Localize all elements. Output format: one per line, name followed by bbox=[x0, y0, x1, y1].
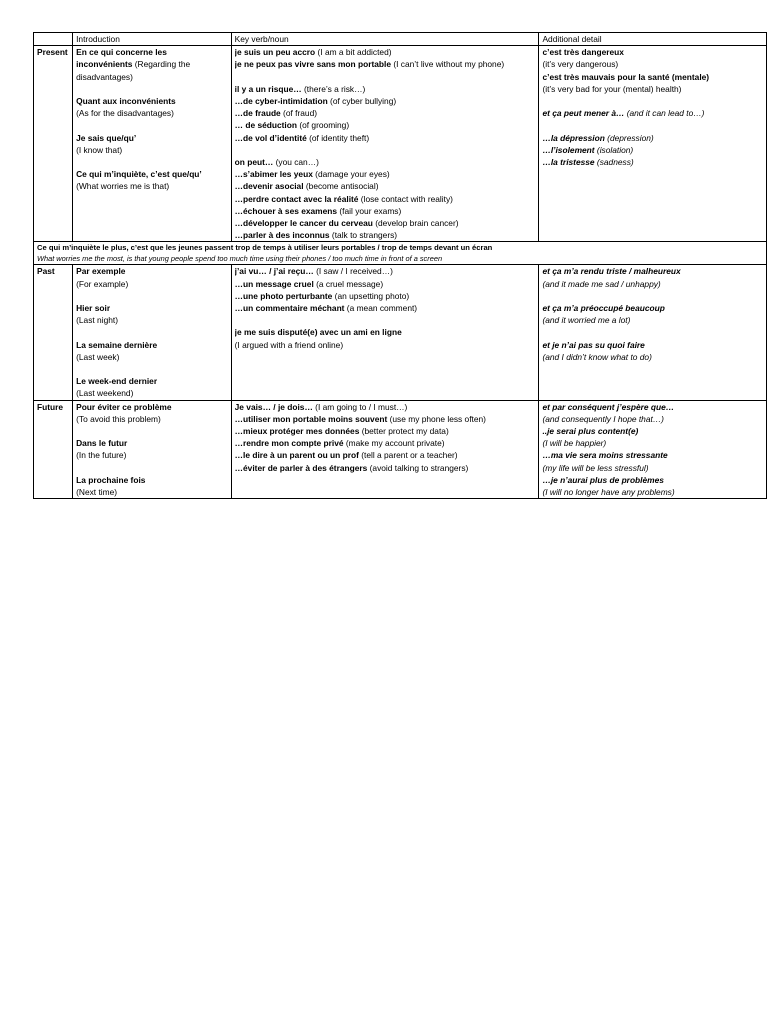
blank-line bbox=[542, 119, 763, 131]
text-line bbox=[235, 339, 536, 351]
text-line bbox=[235, 58, 536, 70]
text-line bbox=[235, 290, 536, 302]
vocab-table bbox=[33, 32, 767, 499]
text-line bbox=[542, 401, 763, 413]
text-segment: (and it can lead to…) bbox=[624, 108, 705, 119]
text-segment: (develop brain cancer) bbox=[372, 218, 459, 229]
text-segment: La prochaine fois bbox=[76, 474, 146, 485]
text-segment: …de fraude bbox=[234, 108, 281, 119]
blank-line bbox=[76, 156, 228, 168]
past-row bbox=[34, 265, 767, 400]
present-label: Present bbox=[37, 47, 68, 58]
text-segment: …une photo perturbante bbox=[234, 290, 333, 301]
text-line bbox=[542, 156, 763, 168]
text-segment: Hier soir bbox=[76, 303, 111, 314]
text-segment: Ce qui m’inquiète, c’est que/qu’ bbox=[76, 169, 202, 180]
text-line bbox=[76, 302, 228, 314]
text-line bbox=[235, 265, 536, 277]
text-segment: (of grooming) bbox=[297, 120, 350, 131]
blank-line bbox=[542, 326, 763, 338]
future-introduction bbox=[73, 400, 232, 499]
blank-line bbox=[76, 326, 228, 338]
text-segment: ..je serai plus content(e) bbox=[542, 426, 639, 437]
text-line bbox=[76, 180, 228, 192]
text-line bbox=[542, 339, 763, 351]
future-additional-detail bbox=[539, 400, 767, 499]
text-segment: (tell a parent or a teacher) bbox=[358, 450, 458, 461]
text-segment: inconvénients bbox=[76, 59, 133, 70]
text-line bbox=[235, 205, 536, 217]
text-segment: …devenir asocial bbox=[234, 181, 304, 192]
text-segment: …de cyber-intimidation bbox=[234, 96, 328, 106]
text-segment: et ça peut mener à… bbox=[542, 108, 625, 119]
text-line bbox=[76, 413, 228, 425]
text-line bbox=[235, 107, 536, 119]
text-segment: et ça m’a rendu triste / malheureux bbox=[542, 266, 681, 277]
text-line bbox=[76, 375, 228, 387]
text-segment: et par conséquent j’espère que… bbox=[542, 401, 675, 412]
text-line bbox=[235, 278, 536, 290]
text-segment: (it’s very dangerous) bbox=[542, 59, 619, 70]
text-segment: (Last week) bbox=[76, 351, 120, 362]
text-segment: En ce qui concerne les bbox=[76, 47, 167, 58]
text-segment: (of cyber bullying) bbox=[327, 96, 397, 106]
blank-line bbox=[76, 462, 228, 474]
text-line bbox=[542, 46, 763, 58]
text-line bbox=[235, 193, 536, 205]
text-line bbox=[76, 449, 228, 461]
text-segment: …je n’aurai plus de problèmes bbox=[542, 474, 664, 485]
text-line bbox=[542, 302, 763, 314]
text-line bbox=[76, 58, 228, 70]
text-line bbox=[542, 58, 763, 70]
text-segment: (and it made me sad / unhappy) bbox=[542, 278, 661, 289]
text-line bbox=[542, 462, 763, 474]
text-line bbox=[542, 132, 763, 144]
blank-line bbox=[235, 71, 536, 83]
text-segment: …l’isolement bbox=[542, 144, 595, 155]
text-line bbox=[235, 437, 536, 449]
text-segment: (I will be happier) bbox=[542, 438, 607, 449]
text-segment: et ça m’a préoccupé beaucoup bbox=[542, 303, 665, 314]
text-line bbox=[76, 107, 228, 119]
text-segment: (For example) bbox=[76, 278, 129, 289]
present-introduction bbox=[73, 46, 232, 242]
blank-line bbox=[76, 363, 228, 375]
text-line bbox=[76, 351, 228, 363]
text-line bbox=[235, 302, 536, 314]
text-segment: (Next time) bbox=[76, 487, 118, 497]
text-segment: …éviter de parler à des étrangers bbox=[234, 462, 368, 473]
header-key-verb-noun: Key verb/noun bbox=[231, 33, 539, 46]
text-line bbox=[542, 83, 763, 95]
text-segment: … de séduction bbox=[234, 120, 297, 131]
text-segment: …parler à des inconnus bbox=[234, 230, 330, 241]
present-row bbox=[34, 46, 767, 242]
text-segment: (I argued with a friend online) bbox=[234, 339, 344, 350]
text-segment: (and consequently I hope that…) bbox=[542, 413, 664, 424]
blank-line bbox=[542, 95, 763, 107]
text-segment: disadvantages) bbox=[76, 71, 133, 82]
text-segment: …la dépression bbox=[542, 132, 605, 143]
text-line bbox=[76, 46, 228, 58]
text-segment: La semaine dernière bbox=[76, 339, 158, 350]
text-segment: …la tristesse bbox=[542, 157, 595, 167]
text-segment: (I am going to / I must…) bbox=[312, 401, 408, 412]
text-segment: (you can…) bbox=[273, 157, 319, 167]
text-segment: (sadness) bbox=[594, 157, 634, 167]
text-segment: …un message cruel bbox=[234, 278, 314, 289]
text-segment: …s’abimer les yeux bbox=[234, 169, 313, 180]
text-line bbox=[235, 119, 536, 131]
banner-cell bbox=[34, 242, 767, 265]
text-segment: je suis un peu accro bbox=[234, 47, 316, 58]
text-segment: (an upsetting photo) bbox=[332, 290, 410, 301]
text-segment: …rendre mon compte privé bbox=[234, 438, 344, 449]
text-segment: …échouer à ses examens bbox=[234, 205, 338, 216]
text-segment: (avoid talking to strangers) bbox=[367, 462, 469, 473]
text-line bbox=[235, 217, 536, 229]
blank-line bbox=[76, 119, 228, 131]
text-segment: Quant aux inconvénients bbox=[76, 96, 176, 106]
text-line bbox=[235, 156, 536, 168]
text-segment: …ma vie sera moins stressante bbox=[542, 450, 668, 461]
text-line bbox=[542, 107, 763, 119]
text-line bbox=[542, 265, 763, 277]
text-segment: Je sais que/qu’ bbox=[76, 132, 137, 143]
text-segment: c’est très dangereux bbox=[542, 47, 624, 58]
blank-line bbox=[235, 314, 536, 326]
text-segment: …le dire à un parent ou un prof bbox=[234, 450, 359, 461]
text-segment: je me suis disputé(e) avec un ami en ligne bbox=[234, 327, 402, 338]
text-line bbox=[235, 413, 536, 425]
text-line bbox=[235, 326, 536, 338]
text-line bbox=[542, 449, 763, 461]
text-line bbox=[76, 339, 228, 351]
text-line bbox=[235, 168, 536, 180]
text-segment: (use my phone less often) bbox=[387, 413, 486, 424]
text-line bbox=[542, 474, 763, 486]
text-line bbox=[76, 168, 228, 180]
text-line bbox=[235, 449, 536, 461]
text-line bbox=[76, 437, 228, 449]
text-segment: Je vais… / je dois… bbox=[234, 401, 313, 412]
future-label: Future bbox=[37, 401, 64, 412]
text-segment: (I know that) bbox=[76, 144, 123, 155]
past-key-phrases bbox=[231, 265, 539, 400]
row-label-present bbox=[34, 46, 73, 242]
text-segment: (a cruel message) bbox=[313, 278, 384, 289]
text-segment: (there’s a risk…) bbox=[301, 83, 366, 94]
text-line bbox=[235, 83, 536, 95]
text-segment: (a mean comment) bbox=[344, 303, 418, 314]
text-segment: (my life will be less stressful) bbox=[542, 462, 649, 473]
blank-line bbox=[76, 290, 228, 302]
text-line bbox=[76, 474, 228, 486]
text-segment: Le week-end dernier bbox=[76, 376, 158, 387]
row-label-future bbox=[34, 400, 73, 499]
text-line bbox=[235, 180, 536, 192]
text-segment: …utiliser mon portable moins souvent bbox=[234, 413, 388, 424]
text-line bbox=[76, 486, 228, 498]
text-line bbox=[76, 314, 228, 326]
header-introduction: Introduction bbox=[73, 33, 232, 46]
blank-line bbox=[76, 83, 228, 95]
banner-row bbox=[34, 242, 767, 265]
text-line bbox=[542, 278, 763, 290]
text-segment: Dans le futur bbox=[76, 438, 128, 449]
text-line bbox=[76, 387, 228, 399]
text-segment: (I saw / I received…) bbox=[313, 266, 393, 277]
text-line bbox=[235, 95, 536, 107]
text-line bbox=[542, 425, 763, 437]
text-line bbox=[542, 71, 763, 83]
text-line bbox=[235, 425, 536, 437]
text-segment: j’ai vu… / j’ai reçu… bbox=[234, 266, 314, 277]
text-segment: (talk to strangers) bbox=[329, 230, 398, 241]
text-line bbox=[542, 437, 763, 449]
text-segment: (To avoid this problem) bbox=[76, 413, 161, 424]
text-line bbox=[542, 486, 763, 498]
text-segment: (I can’t live without my phone) bbox=[391, 59, 505, 70]
text-line bbox=[542, 413, 763, 425]
header-additional-detail: Additional detail bbox=[539, 33, 767, 46]
text-segment: …perdre contact avec la réalité bbox=[234, 193, 359, 204]
blank-line bbox=[542, 290, 763, 302]
past-additional-detail bbox=[539, 265, 767, 400]
text-segment: (make my account private) bbox=[343, 438, 445, 449]
text-segment: (lose contact with reality) bbox=[358, 193, 453, 204]
text-segment: (Last night) bbox=[76, 315, 119, 326]
text-segment: (fail your exams) bbox=[337, 205, 402, 216]
text-segment: (and it worried me a lot) bbox=[542, 315, 631, 326]
text-segment: …de vol d’identité bbox=[234, 132, 307, 143]
header-row bbox=[34, 33, 767, 46]
text-line bbox=[76, 144, 228, 156]
text-segment: (and I didn’t know what to do) bbox=[542, 351, 652, 362]
text-line bbox=[235, 229, 536, 241]
text-segment: c’est très mauvais pour la santé (mentale) bbox=[542, 71, 710, 82]
text-segment: (I am a bit addicted) bbox=[315, 47, 392, 58]
text-segment: (isolation) bbox=[594, 144, 634, 155]
text-line bbox=[76, 95, 228, 107]
row-label-past bbox=[34, 265, 73, 400]
text-segment: on peut… bbox=[234, 157, 274, 167]
text-segment: (become antisocial) bbox=[303, 181, 379, 192]
text-line bbox=[76, 71, 228, 83]
text-segment: (of identity theft) bbox=[306, 132, 370, 143]
text-line bbox=[76, 265, 228, 277]
text-segment: …un commentaire méchant bbox=[234, 303, 345, 314]
text-segment: …mieux protéger mes données bbox=[234, 426, 360, 437]
past-label: Past bbox=[37, 266, 55, 277]
text-segment: (I will no longer have any problems) bbox=[542, 487, 675, 498]
text-segment: (it’s very bad for your (mental) health) bbox=[542, 83, 682, 94]
text-line bbox=[76, 401, 228, 413]
blank-line bbox=[235, 144, 536, 156]
text-line bbox=[542, 351, 763, 363]
text-segment: je ne peux pas vivre sans mon portable bbox=[234, 59, 392, 70]
text-line bbox=[76, 278, 228, 290]
text-segment: (of fraud) bbox=[280, 108, 318, 119]
text-segment: …développer le cancer du cerveau bbox=[234, 218, 373, 229]
text-line bbox=[235, 401, 536, 413]
present-additional-detail bbox=[539, 46, 767, 242]
text-line bbox=[235, 46, 536, 58]
text-line bbox=[542, 144, 763, 156]
text-line bbox=[76, 132, 228, 144]
text-segment: Par exemple bbox=[76, 266, 126, 277]
text-line bbox=[542, 314, 763, 326]
header-blank bbox=[34, 33, 73, 46]
past-introduction bbox=[73, 265, 232, 400]
future-row bbox=[34, 400, 767, 499]
blank-line bbox=[76, 425, 228, 437]
text-segment: (better protect my data) bbox=[359, 426, 449, 437]
text-segment: (As for the disadvantages) bbox=[76, 108, 174, 119]
text-segment: (Last weekend) bbox=[76, 388, 134, 399]
banner-french: Ce qui m’inquiète le plus, c’est que les jeunes passent trop de temps à utiliser leurs portables / trop de temps devant un écran bbox=[37, 243, 493, 253]
text-segment: Pour éviter ce problème bbox=[76, 401, 172, 412]
text-line bbox=[235, 462, 536, 474]
text-segment: et je n’ai pas su quoi faire bbox=[542, 339, 645, 350]
banner-english: What worries me the most, is that young people spend too much time using their phones / too much time in front of a screen bbox=[37, 254, 443, 264]
text-segment: (Regarding the bbox=[132, 59, 191, 70]
text-segment: (What worries me is that) bbox=[76, 181, 170, 192]
text-segment: (damage your eyes) bbox=[312, 169, 390, 180]
text-line bbox=[235, 132, 536, 144]
present-key-phrases bbox=[231, 46, 539, 242]
future-key-phrases bbox=[231, 400, 539, 499]
text-segment: (In the future) bbox=[76, 450, 127, 461]
text-segment: (depression) bbox=[604, 132, 654, 143]
text-segment: il y a un risque… bbox=[234, 83, 302, 94]
